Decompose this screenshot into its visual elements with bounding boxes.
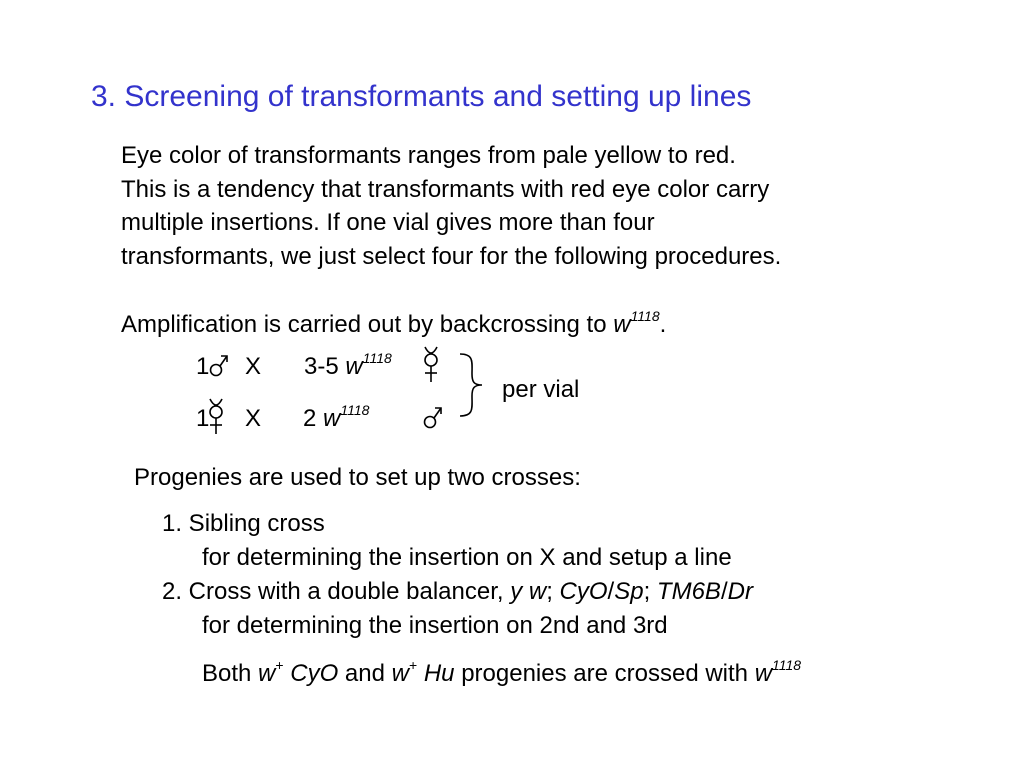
cross-1: 1 [196, 353, 210, 380]
progenies-line: Progenies are used to set up two crosses: [134, 464, 581, 491]
cross-2-male-parent: 2 $w^{1118}$ [303, 402, 370, 432]
slide-title: 3. Screening of transformants and setting up lines [91, 80, 752, 113]
cross-1-female-parent: 3-5 $w^{1118}$ [304, 350, 392, 380]
gene-w: w [613, 311, 631, 338]
right-brace-icon [456, 352, 496, 423]
cross-x: X [245, 353, 262, 380]
female-symbol-icon [420, 344, 442, 389]
intro-line: This is a tendency that transformants with red eye color carry [121, 175, 770, 203]
intro-line: multiple insertions. If one vial gives more than four [121, 209, 655, 236]
intro-line: transformants, we just select four for the following procedures. [121, 242, 782, 270]
per-vial-label: per vial [502, 376, 580, 403]
cross-x: X [245, 405, 262, 432]
item-1-label: 1. Sibling cross [162, 510, 325, 537]
item-1-detail: for determining the insertion on X and setup a line [202, 544, 732, 571]
male-symbol-icon [208, 352, 230, 383]
intro-paragraph [121, 139, 921, 273]
cross-2: 1 [196, 405, 210, 432]
intro-line: Eye color of transformants ranges from pale yellow to red. [121, 142, 736, 169]
both-line: Both w+ CyO and w+ Hu progenies are crossed with $w^{1118}$ [202, 657, 802, 687]
item-2-label: 2. Cross with a double balancer, y w; CyO/Sp; TM6B/Dr [162, 578, 753, 605]
item-2-detail: for determining the insertion on 2nd and 3rd [202, 612, 668, 639]
male-symbol-icon [422, 404, 444, 435]
amplification-line: Amplification is carried out by backcrossing to $w^{1118}$. [121, 308, 667, 338]
female-symbol-icon [205, 396, 227, 441]
